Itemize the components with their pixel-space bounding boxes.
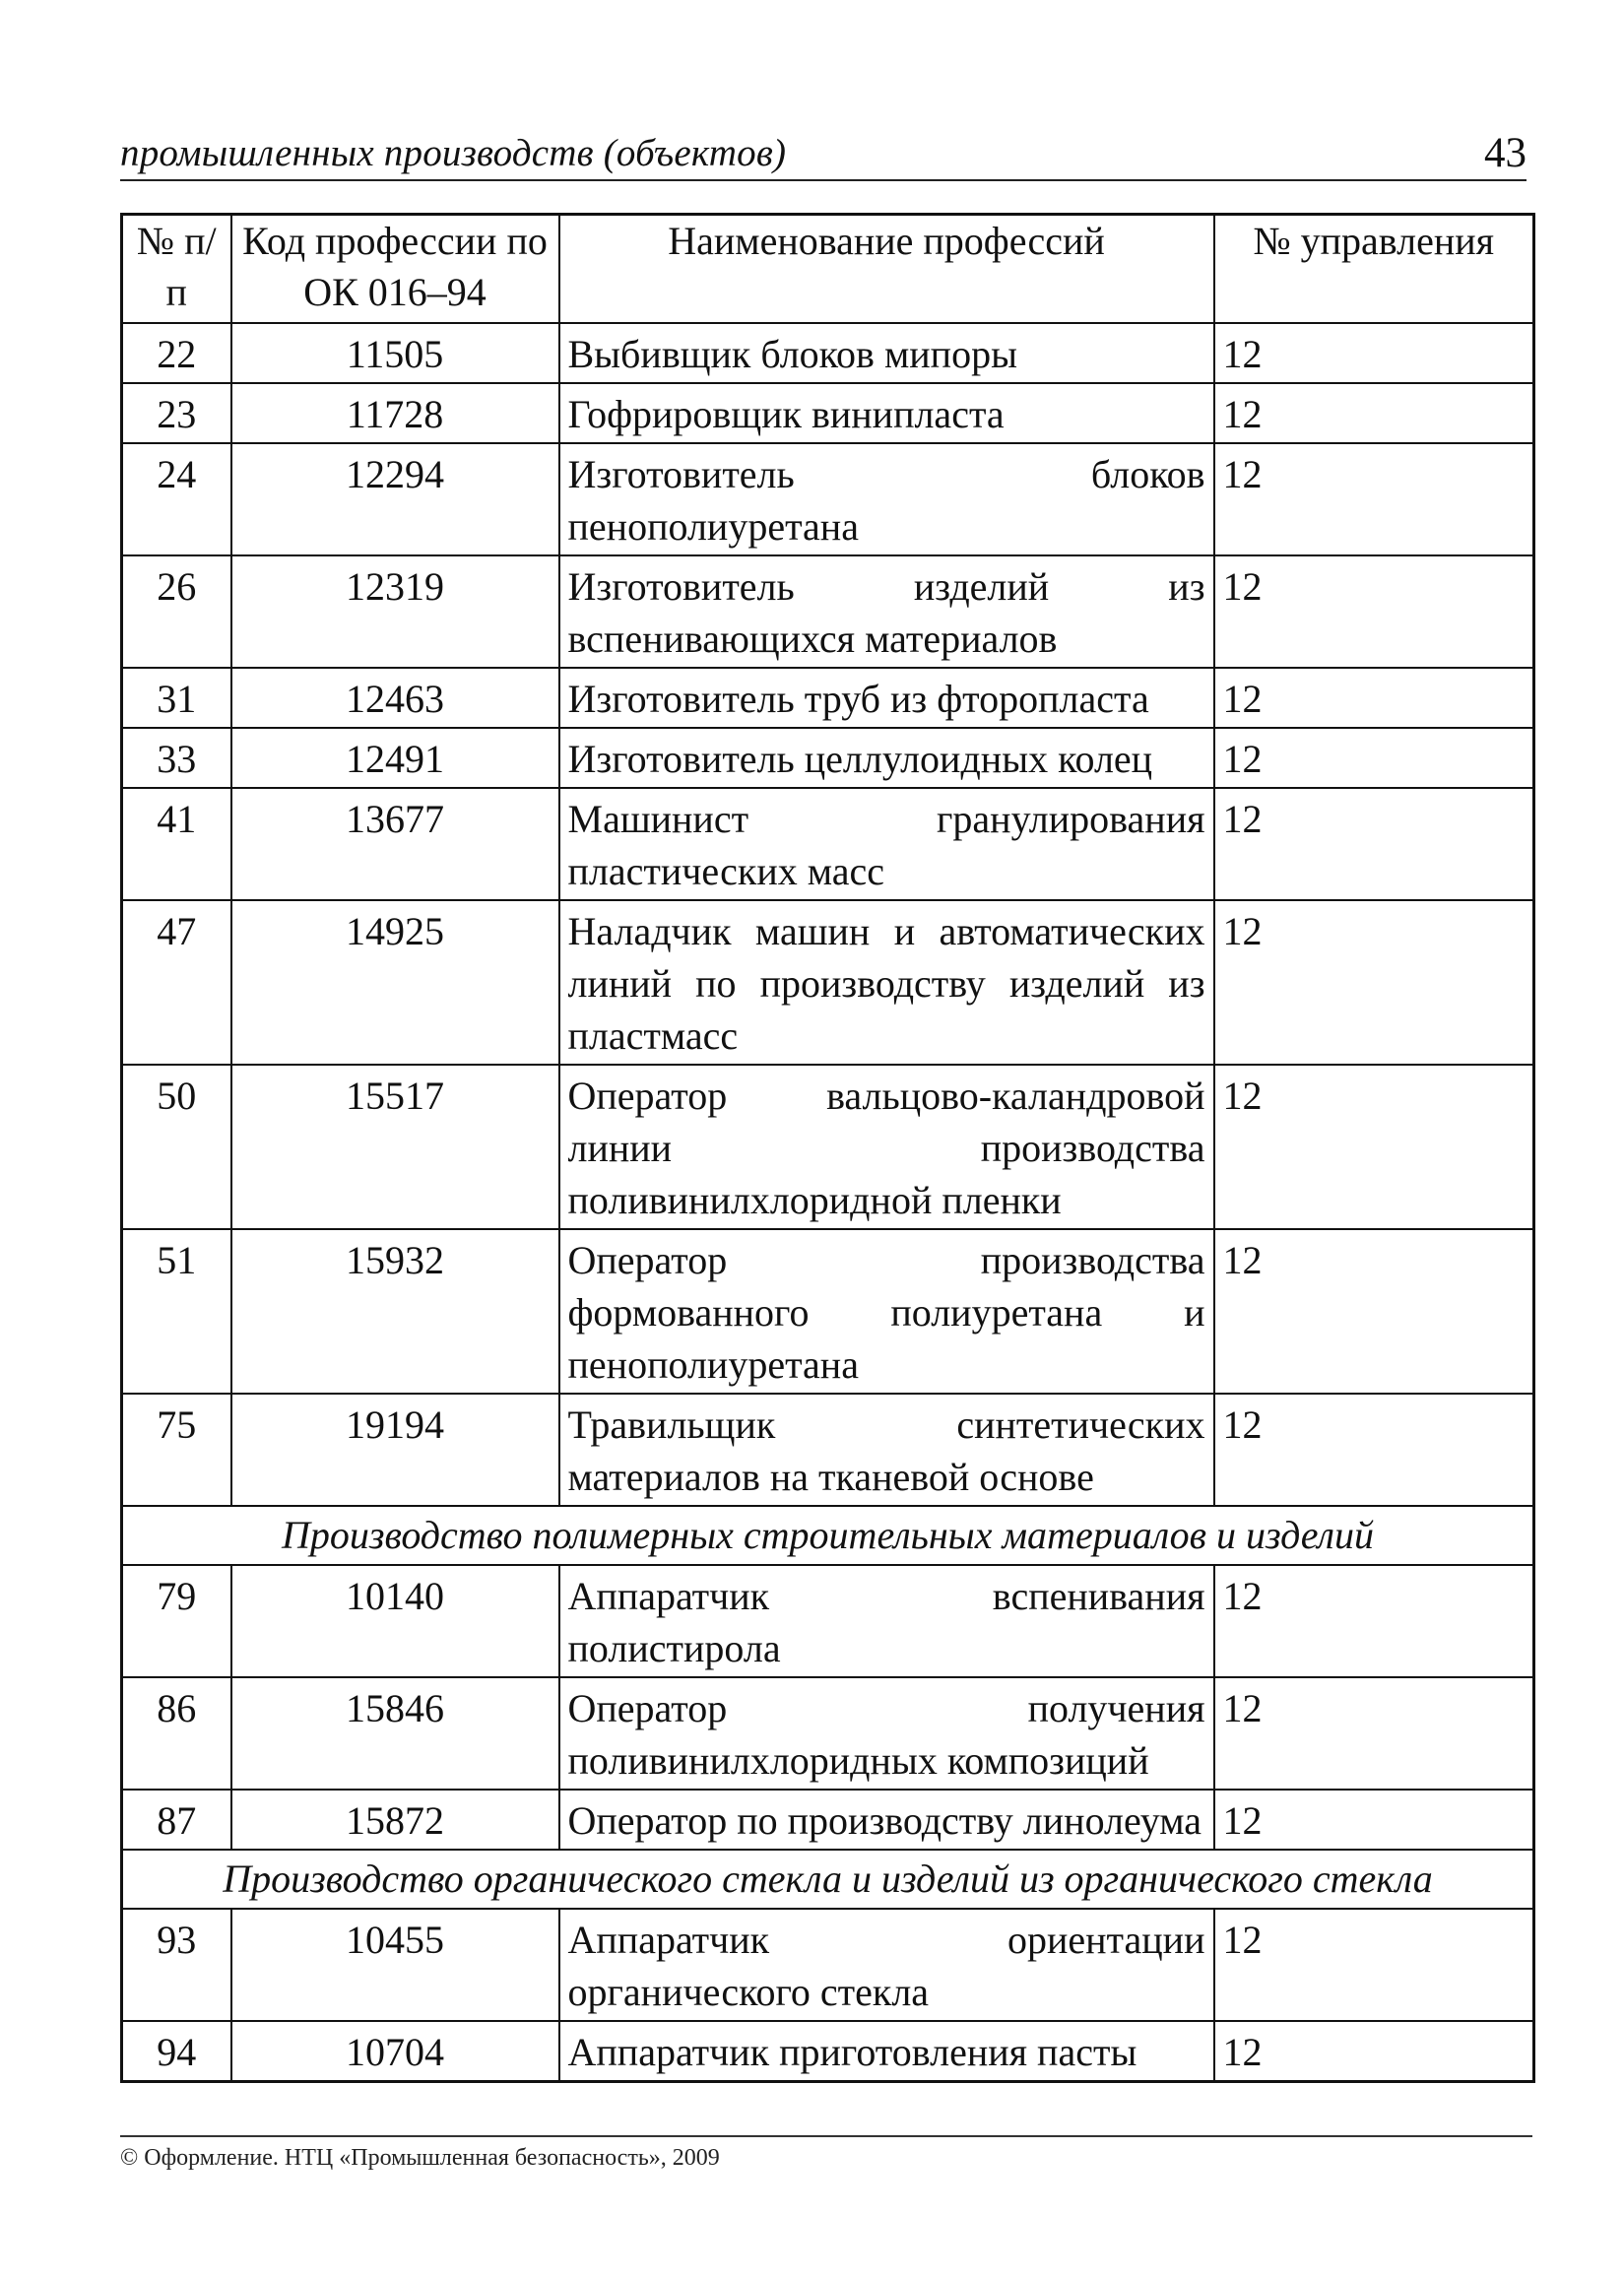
cell-name: Машинист гранулирования пластических масс: [559, 788, 1214, 900]
table-row: [122, 1229, 1534, 1394]
cell-name: Аппаратчик вспенивания полистирола: [559, 1565, 1214, 1677]
section-header-row: [122, 1850, 1534, 1909]
cell-num: 79: [122, 1565, 231, 1677]
cell-name: Наладчик машин и автоматических линий по производству изделий из пластмасс: [559, 900, 1214, 1065]
cell-num: 41: [122, 788, 231, 900]
cell-code: 13677: [231, 788, 559, 900]
cell-num: 23: [122, 383, 231, 443]
cell-num: 22: [122, 323, 231, 383]
cell-name: Травильщик синтетических материалов на тканевой основе: [559, 1394, 1214, 1506]
table-row: [122, 1677, 1534, 1790]
cell-name: Оператор по производству линолеума: [559, 1790, 1214, 1850]
table-row: [122, 2021, 1534, 2082]
page-header: [120, 126, 1527, 181]
table-row: [122, 1065, 1534, 1229]
cell-num: 33: [122, 728, 231, 788]
table-row: [122, 555, 1534, 668]
cell-code: 11728: [231, 383, 559, 443]
cell-dept: 12: [1214, 1790, 1534, 1850]
cell-dept: 12: [1214, 555, 1534, 668]
cell-name: Изготовитель изделий из вспенивающихся материалов: [559, 555, 1214, 668]
cell-dept: 12: [1214, 788, 1534, 900]
table-row: [122, 728, 1534, 788]
cell-num: 86: [122, 1677, 231, 1790]
footer-divider: [120, 2135, 1532, 2137]
cell-code: 10140: [231, 1565, 559, 1677]
column-header-num: № п/п: [122, 215, 231, 324]
table-row: [122, 1909, 1534, 2021]
cell-dept: 12: [1214, 383, 1534, 443]
running-title: промышленных производств (объектов): [120, 132, 787, 174]
cell-code: 15517: [231, 1065, 559, 1229]
table-row: [122, 443, 1534, 555]
table-row: [122, 1565, 1534, 1677]
table-row: [122, 1394, 1534, 1506]
cell-name: Выбивщик блоков мипоры: [559, 323, 1214, 383]
copyright-footer: © Оформление. НТЦ «Промышленная безопасность», 2009: [120, 2145, 720, 2171]
cell-num: 75: [122, 1394, 231, 1506]
cell-name: Оператор производства формованного полиуретана и пенополиуретана: [559, 1229, 1214, 1394]
cell-dept: 12: [1214, 1909, 1534, 2021]
table-row: [122, 668, 1534, 728]
cell-dept: 12: [1214, 1065, 1534, 1229]
cell-code: 12294: [231, 443, 559, 555]
cell-name: Оператор вальцово-каландровой линии производства поливинилхлоридной пленки: [559, 1065, 1214, 1229]
section-title: Производство органического стекла и изделий из органического стекла: [122, 1850, 1534, 1909]
section-title: Производство полимерных строительных материалов и изделий: [122, 1506, 1534, 1565]
cell-dept: 12: [1214, 1677, 1534, 1790]
page-number: 43: [1484, 130, 1527, 176]
cell-dept: 12: [1214, 668, 1534, 728]
cell-dept: 12: [1214, 323, 1534, 383]
cell-code: 11505: [231, 323, 559, 383]
cell-num: 24: [122, 443, 231, 555]
cell-name: Оператор получения поливинилхлоридных композиций: [559, 1677, 1214, 1790]
cell-num: 94: [122, 2021, 231, 2082]
table-body: [122, 323, 1534, 2082]
column-header-code: Код профессии по ОК 016–94: [231, 215, 559, 324]
cell-code: 12319: [231, 555, 559, 668]
table-row: [122, 1790, 1534, 1850]
cell-num: 47: [122, 900, 231, 1065]
cell-num: 93: [122, 1909, 231, 2021]
cell-name: Изготовитель труб из фторопласта: [559, 668, 1214, 728]
cell-dept: 12: [1214, 900, 1534, 1065]
cell-num: 26: [122, 555, 231, 668]
cell-name: Аппаратчик ориентации органического стекла: [559, 1909, 1214, 2021]
cell-name: Изготовитель блоков пенополиуретана: [559, 443, 1214, 555]
table-row: [122, 900, 1534, 1065]
section-header-row: [122, 1506, 1534, 1565]
cell-code: 10455: [231, 1909, 559, 2021]
table-header-row: [122, 215, 1534, 324]
table-row: [122, 788, 1534, 900]
cell-num: 87: [122, 1790, 231, 1850]
cell-num: 51: [122, 1229, 231, 1394]
cell-dept: 12: [1214, 1565, 1534, 1677]
table-row: [122, 383, 1534, 443]
cell-dept: 12: [1214, 1394, 1534, 1506]
cell-code: 12491: [231, 728, 559, 788]
cell-code: 10704: [231, 2021, 559, 2082]
cell-code: 15932: [231, 1229, 559, 1394]
cell-dept: 12: [1214, 1229, 1534, 1394]
cell-code: 15872: [231, 1790, 559, 1850]
cell-code: 14925: [231, 900, 559, 1065]
cell-code: 12463: [231, 668, 559, 728]
cell-dept: 12: [1214, 2021, 1534, 2082]
column-header-dept: № управления: [1214, 215, 1534, 324]
cell-num: 50: [122, 1065, 231, 1229]
column-header-name: Наименование профессий: [559, 215, 1214, 324]
professions-table: [120, 213, 1535, 2083]
cell-code: 15846: [231, 1677, 559, 1790]
cell-num: 31: [122, 668, 231, 728]
cell-name: Гофрировщик винипласта: [559, 383, 1214, 443]
cell-dept: 12: [1214, 728, 1534, 788]
table-row: [122, 323, 1534, 383]
cell-code: 19194: [231, 1394, 559, 1506]
cell-dept: 12: [1214, 443, 1534, 555]
cell-name: Аппаратчик приготовления пасты: [559, 2021, 1214, 2082]
cell-name: Изготовитель целлулоидных колец: [559, 728, 1214, 788]
